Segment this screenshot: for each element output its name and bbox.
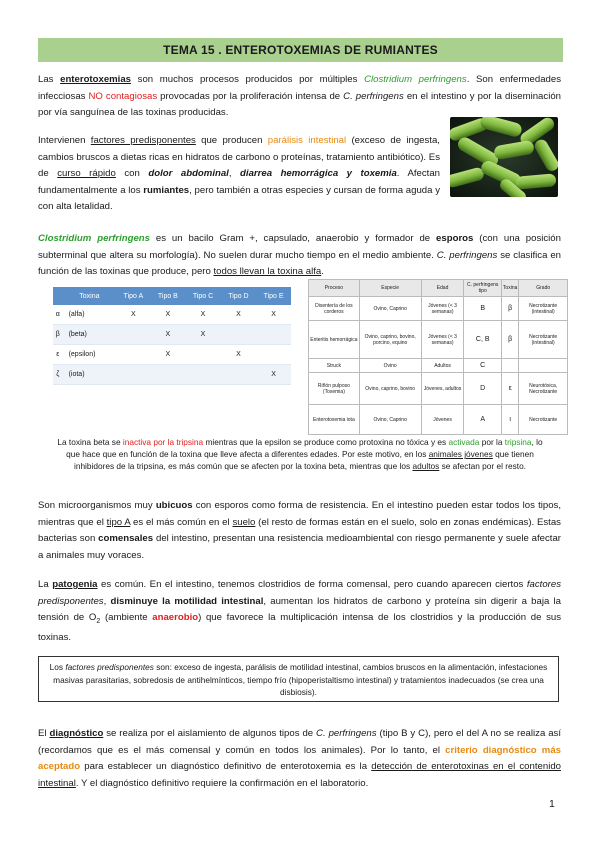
text: , xyxy=(103,595,111,607)
table-row xyxy=(53,305,291,325)
text: mientras que la epsilon se produce como protoxina no tóxica y es xyxy=(203,437,449,447)
text: El xyxy=(38,728,50,739)
term-c-perfringens: C. perfringens xyxy=(436,249,498,261)
text: , pero también a otras especies y cursan de forma aguda y con alta letalidad. xyxy=(38,184,440,212)
table-cell: Riñón pulposo (Toxemia) xyxy=(309,373,360,405)
table-row xyxy=(53,325,291,345)
term-patogenia: patogenia xyxy=(52,579,98,590)
table-cell: A xyxy=(464,405,501,435)
table-cell: Enteritis hemorrágica xyxy=(309,321,360,359)
term-motilidad: disminuye la motilidad intestinal xyxy=(110,595,264,607)
table-cell xyxy=(116,325,150,345)
text: La xyxy=(38,579,53,590)
table-row xyxy=(309,321,568,359)
term-ubicuos: ubicuos xyxy=(155,500,193,511)
text: es el más común en el xyxy=(130,516,233,528)
page-number: 1 xyxy=(549,798,555,810)
term-toxina-alfa: todos llevan la toxina alfa xyxy=(213,266,322,277)
table-cell: Jóvenes (< 3 semanas) xyxy=(421,321,464,359)
term-rumiantes: rumiantes xyxy=(143,184,190,196)
term-c-perfringens: C. perfringens xyxy=(343,90,404,102)
text: . xyxy=(321,266,324,277)
text: que tienen inhibidores de la tripsina, es más común que se afecten por la toxina beta, mientras que los xyxy=(73,449,534,472)
ubicuos-paragraph xyxy=(38,498,561,564)
table-cell: X xyxy=(185,325,220,345)
text: (tipo B y C), pero el del A no se realiza así (recordamos que es el más comensal y común en todos los animales). Por lo tanto, el xyxy=(38,728,562,756)
text: (con una posición subterminal que altera su morfología). No suelen durar mucho tiempo en el medio ambiente. xyxy=(38,233,561,261)
table-row xyxy=(309,405,568,435)
table-cell: X xyxy=(150,325,185,345)
table-row xyxy=(53,345,291,365)
table-cell: β xyxy=(501,321,518,359)
table-cell: Necrotizante xyxy=(519,405,568,435)
text: ) que favorece la multiplicación intensa de los clostridios y la producción de sus toxinas. xyxy=(38,612,561,644)
toxin-type-table xyxy=(53,287,291,385)
table-cell: Disentería de los corderos xyxy=(309,297,360,321)
text: , xyxy=(228,168,241,179)
toxin-symbol: β xyxy=(53,325,63,345)
term-c-perfringens: C. perfringens xyxy=(316,728,377,739)
table-header-cell: Tipo B xyxy=(150,287,185,305)
term-deteccion: detección de enterotoxinas en el contenido intestinal xyxy=(38,761,561,789)
table-cell: Necrotizante (intestinal) xyxy=(519,321,568,359)
table-cell xyxy=(221,365,256,385)
bacteria-micrograph-image xyxy=(450,117,558,197)
table-cell: B xyxy=(464,297,501,321)
table-cell xyxy=(116,365,150,385)
table-cell: X xyxy=(256,305,291,325)
table-cell: Jóvenes, adultos xyxy=(421,373,464,405)
text: Son microorganismos muy xyxy=(38,500,156,511)
table-cell xyxy=(519,359,568,373)
table-cell: Jóvenes (< 3 semanas) xyxy=(421,297,464,321)
table-cell: X xyxy=(150,345,185,365)
toxin-symbol: ε xyxy=(53,345,63,365)
table-row xyxy=(309,359,568,373)
table-header-cell: Tipo D xyxy=(221,287,256,305)
table-row xyxy=(309,297,568,321)
text: . Y el diagnóstico definitivo requiere la confirmación en el laboratorio. xyxy=(75,777,369,789)
table-cell: Struck xyxy=(309,359,360,373)
text: con xyxy=(115,168,149,179)
text: (ambiente xyxy=(100,612,153,623)
table-cell: Ovino, Caprino xyxy=(359,297,421,321)
table-cell xyxy=(116,345,150,365)
table-cell: Adultos xyxy=(421,359,464,373)
table-cell: Ovino, caprino, bovino, porcino, equino xyxy=(359,321,421,359)
table-cell xyxy=(501,359,518,373)
text: . Son enfermedades infecciosas xyxy=(38,74,562,102)
table-header-cell: Proceso xyxy=(309,280,360,297)
text: Intervienen xyxy=(38,135,91,146)
term-paralisis: parálisis intestinal xyxy=(267,135,347,146)
table-cell xyxy=(185,345,220,365)
text: con esporos como forma de resistencia. En el intestino pueden estar todos los tipos, mientras que el xyxy=(38,500,561,528)
table-header-cell: Toxina xyxy=(501,280,518,297)
text: son: exceso de ingesta, parálisis de motilidad intestinal, cambios bruscos en la alimentación, infestaciones masivas parasitarias, sobredosis de antihelmínticos, tiempo frío (hipoperistaltismo intestinal) y tratamientos inadecuados (se crea una disbiosis). xyxy=(53,662,548,697)
toxin-caption xyxy=(50,436,550,473)
term-jovenes: animales jóvenes xyxy=(428,449,493,460)
text: para establecer un diagnóstico definitivo de enterotoxemia es la xyxy=(80,761,372,772)
text: (el resto de formas están en el suelo, solo en zonas endémicas). Estas bacterias son xyxy=(38,516,561,544)
table-cell: Enterotoxemia iota xyxy=(309,405,360,435)
table-header-cell: Tipo A xyxy=(116,287,150,305)
text: por la xyxy=(479,437,505,447)
term-inactiva: inactiva por la tripsina xyxy=(122,437,204,447)
text: del intestino, presentan una resistencia medioambiental con riesgo permanente y suele afectar a animales muy voraces. xyxy=(38,533,562,561)
term-dolor: dolor abdominal xyxy=(148,168,229,179)
term-factores: factores predisponentes xyxy=(90,135,196,146)
term-diarrea: diarrea hemorrágica y toxemia xyxy=(240,168,397,179)
table-header-cell: Tipo C xyxy=(185,287,220,305)
text: es un bacilo Gram +, capsulado, anaerobio y formador de xyxy=(149,233,437,244)
term-tipo-a: tipo A xyxy=(106,516,131,528)
term-esporos: esporos xyxy=(436,233,474,244)
title-banner xyxy=(38,38,563,62)
table-cell: D xyxy=(464,373,501,405)
toxin-name: (iota) xyxy=(63,365,117,385)
term-curso-rapido: curso rápido xyxy=(57,168,116,179)
text: . Afectan fundamentalmente a los xyxy=(38,168,440,196)
diagnostico-paragraph xyxy=(38,726,561,792)
toxin-name: (alfa) xyxy=(63,305,117,325)
predisposing-paragraph xyxy=(38,133,440,216)
toxin-name: (epsilon) xyxy=(63,345,117,365)
term-clostridium: Clostridium perfringens xyxy=(38,233,150,244)
table-header-cell: Edad xyxy=(421,280,464,297)
table-cell: Ovino, caprino, bovino xyxy=(359,373,421,405)
table-cell xyxy=(150,365,185,385)
text: La toxina beta se xyxy=(57,437,123,447)
term-tripsina: tripsina xyxy=(504,437,532,447)
text: son muchos procesos producidos por múltiples xyxy=(131,74,365,85)
table-cell: X xyxy=(221,345,256,365)
term-activada: activada xyxy=(448,437,480,447)
toxin-name: (beta) xyxy=(63,325,117,345)
table-header-cell: Grado xyxy=(519,280,568,297)
table-header-cell: C. perfringens tipo xyxy=(464,280,501,297)
text: en el intestino y por la diseminación por vía sanguínea de las toxinas producidas. xyxy=(38,90,561,118)
text: que producen xyxy=(195,135,268,146)
table-cell: Jóvenes xyxy=(421,405,464,435)
term-diagnostico: diagnóstico xyxy=(49,728,104,739)
text: , lo que hace que en función de la toxina que lleve afecta a diferentes edades. Por este motivo, en los xyxy=(66,437,543,460)
table-cell: Ovino xyxy=(359,359,421,373)
term-clostridium: Clostridium perfringens xyxy=(364,74,467,85)
table-cell: X xyxy=(185,305,220,325)
page-title: TEMA 15 . ENTEROTOXEMIAS DE RUMIANTES xyxy=(163,43,438,57)
table-header-cell: Especie xyxy=(359,280,421,297)
table-header-cell: Tipo E xyxy=(256,287,291,305)
clostridium-paragraph xyxy=(38,231,561,281)
table-row xyxy=(309,373,568,405)
table-row xyxy=(53,365,291,385)
table-cell xyxy=(221,325,256,345)
text: provocadas por la proliferación intensa de xyxy=(157,90,344,102)
toxin-symbol: ζ xyxy=(53,365,63,385)
intro-paragraph xyxy=(38,72,561,122)
table-cell: Neurotóxica, Necrotizante xyxy=(519,373,568,405)
term-no-contagiosas: NO contagiosas xyxy=(88,90,158,102)
table-cell: β xyxy=(501,297,518,321)
table-cell: Ovino, Caprino xyxy=(359,405,421,435)
table-cell: ι xyxy=(501,405,518,435)
table-header-cell: Toxina xyxy=(63,287,117,305)
table-header-cell xyxy=(53,287,63,305)
disease-process-table xyxy=(308,279,568,435)
text: , aumentan los hidratos de carbono y proteína sin digerir a baja la tensión de O xyxy=(38,595,561,623)
subscript: 2 xyxy=(96,617,101,625)
table-cell xyxy=(256,345,291,365)
patogenia-paragraph xyxy=(38,577,561,647)
predisposing-factors-box xyxy=(38,656,559,702)
text: Las xyxy=(38,74,61,85)
term-factores: factores predisponentes xyxy=(38,579,561,607)
term-adultos: adultos xyxy=(412,461,440,472)
table-cell: X xyxy=(221,305,256,325)
table-cell: X xyxy=(150,305,185,325)
term-anaerobio: anaerobio xyxy=(152,612,199,623)
table-cell: C xyxy=(464,359,501,373)
text: (exceso de ingesta, cambios bruscos a dietas ricas en hidratos de carbono o proteínas, tratamiento antibiótico). Es de xyxy=(38,135,440,179)
bacteria-micrograph-icon xyxy=(450,117,558,197)
term-suelo: suelo xyxy=(232,516,256,528)
table-cell: Necrotizante (intestinal) xyxy=(519,297,568,321)
text: Los xyxy=(49,662,66,672)
text: se clasifica en función de las toxinas que produce, pero xyxy=(38,249,561,277)
toxin-symbol: α xyxy=(53,305,63,325)
term-criterio: criterio diagnóstico más aceptado xyxy=(38,744,561,772)
table-cell: X xyxy=(256,365,291,385)
text: se realiza por el aislamiento de algunos tipos de xyxy=(103,728,317,739)
term-comensales: comensales xyxy=(98,533,154,544)
table-cell: C, B xyxy=(464,321,501,359)
text: se afectan por el resto. xyxy=(439,461,526,472)
table-cell: ε xyxy=(501,373,518,405)
term-factores: factores predisponentes xyxy=(65,662,154,672)
term-enterotoxemias: enterotoxemias xyxy=(60,74,132,85)
table-cell xyxy=(256,325,291,345)
table-cell xyxy=(185,365,220,385)
text: es común. En el intestino, tenemos clostridios de forma comensal, pero cuando aparecen ciertos xyxy=(97,579,527,590)
table-cell: X xyxy=(116,305,150,325)
